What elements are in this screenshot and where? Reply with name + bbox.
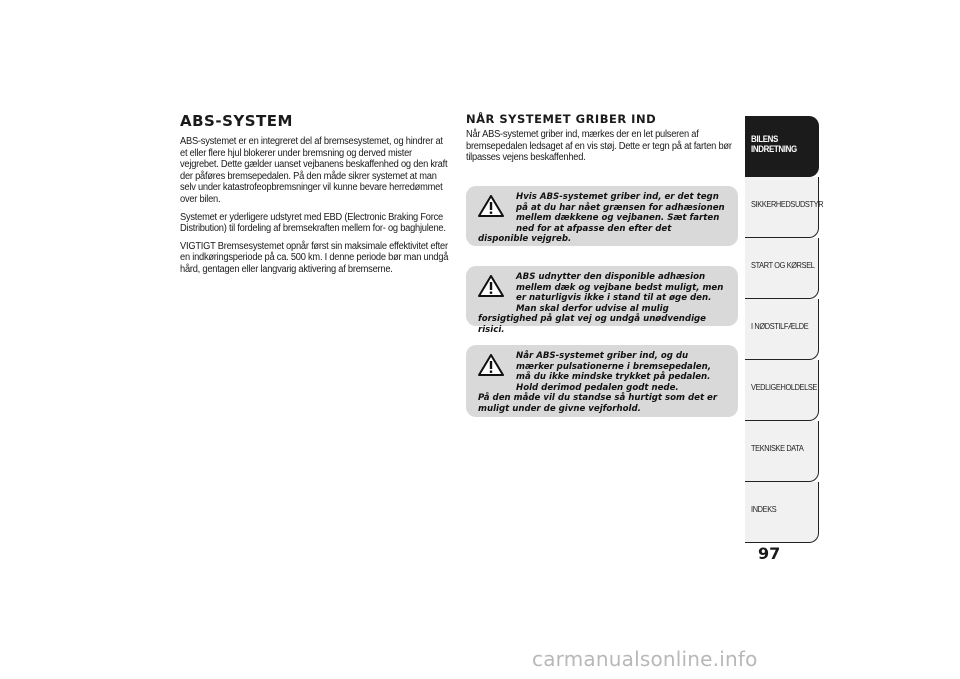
tab-label: TEKNISKE DATA: [751, 443, 804, 453]
tab-label: START OG KØRSEL: [751, 260, 815, 270]
when-system-engages-section: [466, 112, 738, 170]
warning-text-2: [478, 272, 728, 336]
tab-label: I NØDSTILFÆLDE: [751, 321, 809, 331]
warning-box-2: [466, 266, 738, 335]
warning-lead-3: Når ABS-systemet griber ind, og du mærker pulsationerne i bremsepedalen, må du ikke mindske trykket på pedalen. Hold derimod pedalen godt nede.: [516, 351, 712, 393]
warning-tail-3: På den måde vil du standse så hurtigt som det er muligt under de givne vejforhold.: [478, 393, 718, 414]
warning-lead-1: Hvis ABS-systemet griber ind, er det tegn på at du har nået grænsen for adhæsionen mellem dækkene og vejbanen. Sæt farten ned for at afpasse den efter det: [516, 192, 725, 234]
paragraph-abs-intro: ABS-systemet er en integreret del af bremsesystemet, og hindrer at et eller flere hjul blokerer under bremsning og derved mister vejgrebet. Dette gælder uanset vejbanens beskaffenhed og den kraft der påføres bremsepedalen. På den måde sikrer systemet at man selv under katastrofeopbremsninger vil kunne bevare herredømmet over bilen.: [180, 136, 448, 205]
warning-box-1: [466, 186, 738, 246]
watermark-text: carmanualsonline.info: [532, 647, 758, 671]
paragraph-ebd: Systemet er yderligere udstyret med EBD (Electronic Braking Force Distribution) til fordeling af bremsekraften mellem for- og baghjulene.: [180, 211, 446, 235]
paragraph-engages: Når ABS-systemet griber ind, mærkes der en let pulseren af bremsepedalen ledsaget af en vis støj. Dette er tegn på at farten bør tilpasses vejens beskaffenhed.: [466, 129, 732, 164]
warning-box-3: [466, 345, 738, 417]
tab-label: BILENS INDRETNING: [751, 134, 797, 154]
tab-indeks[interactable]: [745, 482, 819, 543]
tab-label: SIKKERHEDSUDSTYR: [751, 199, 824, 209]
abs-system-section: [180, 112, 450, 282]
warning-tail-2: forsigtighed på glat vej og undgå unødvendige risici.: [478, 314, 706, 335]
tab-vedligeholdelse[interactable]: [745, 360, 819, 421]
section-title-abs: ABS-SYSTEM: [180, 112, 293, 130]
chapter-tab-sidebar: [745, 116, 824, 543]
warning-tail-1: disponible vejgreb.: [478, 234, 572, 245]
warning-text-1: [478, 192, 728, 245]
tab-label: VEDLIGEHOLDELSE: [751, 382, 817, 392]
tab-i-nodstilfaelde[interactable]: [745, 299, 819, 360]
paragraph-important: VIGTIGT Bremsesystemet opnår først sin maksimale effektivitet efter en indkøringsperiode på ca. 500 km. I denne periode bør man undgå hård, gentagen eller langvarig aktivering af bremserne.: [180, 240, 449, 275]
warning-text-3: [478, 351, 728, 415]
tab-start-og-korsel[interactable]: [745, 238, 819, 299]
warning-lead-2: ABS udnytter den disponible adhæsion mellem dæk og vejbane bedst muligt, men er naturligvis ikke i stand til at øge den. Man skal derfor udvise al mulig: [516, 272, 724, 314]
tab-sikkerhedsudstyr[interactable]: [745, 177, 824, 238]
tab-bilens-indretning[interactable]: [745, 116, 819, 177]
tab-tekniske-data[interactable]: [745, 421, 819, 482]
tab-label: INDEKS: [751, 504, 777, 514]
page-number: 97: [758, 544, 781, 563]
section-title-engages: NÅR SYSTEMET GRIBER IND: [466, 112, 657, 126]
